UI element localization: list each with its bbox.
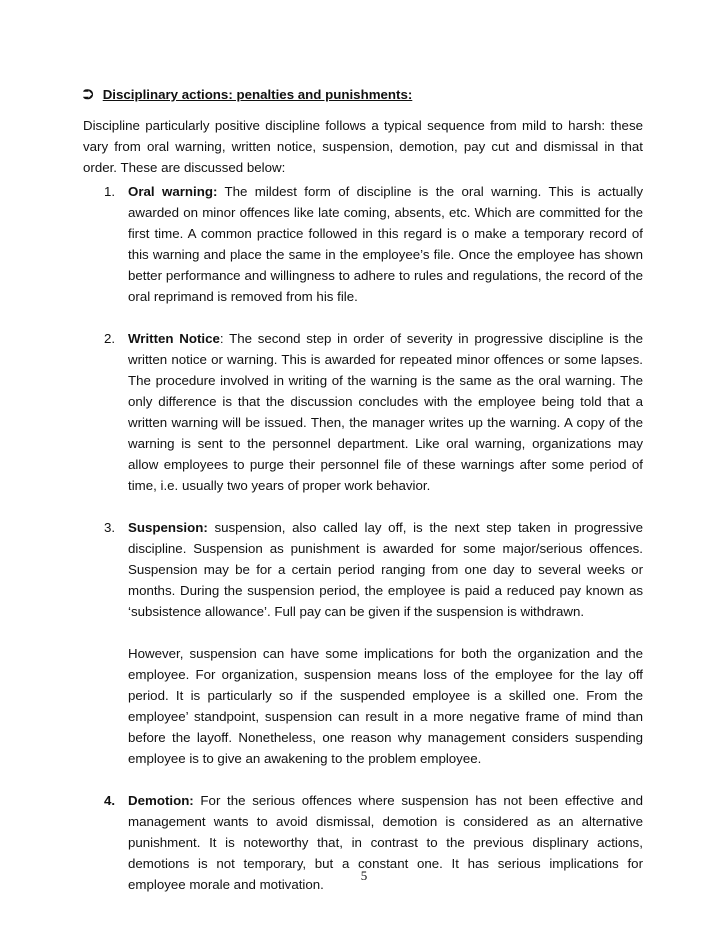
section-heading-text: Disciplinary actions: penalties and punishments: — [102, 87, 413, 102]
list-item-text: : The second step in order of severity in progressive discipline is the written notice or warning. This is awarded for repeated minor offences or some lapses. The procedure involved in writing of the warning is the same as the oral warning. The only difference is that the discussion concludes with the employee being told that a written warning will be issued. Then, the manager writes up the warning. A copy of the warning is sent to the personnel department. Like oral warning, organizations may allow employees to purge their personnel file of these warnings after some period of time, i.e. usually two years of proper work behavior. — [128, 331, 643, 493]
page-number: 5 — [360, 868, 368, 883]
list-item-oral-warning — [83, 181, 643, 307]
list-item-term: Written Notice — [128, 331, 220, 346]
discipline-list — [83, 181, 643, 916]
list-item-number: 3. — [104, 520, 116, 535]
list-item-number: 4. — [104, 793, 116, 808]
intro-paragraph: Discipline particularly positive discipline follows a typical sequence from mild to harsh: these vary from oral warning, written notice, suspension, demotion, pay cut and dismissal in that order. These are discussed below: — [83, 118, 643, 175]
list-item-text: For the serious offences where suspension has not been effective and management wants to avoid dismissal, demotion is considered as an alternative punishment. It is noteworthy that, in contrast to the previous displinary actions, demotions is not temporary, but a constant one. It has serious implications for employee morale and motivation. — [128, 793, 643, 892]
arrow-right-icon: ⮊ — [83, 87, 94, 102]
list-item-suspension — [83, 517, 643, 769]
list-item-extra-paragraph: However, suspension can have some implications for both the organization and the employee. For organization, suspension means loss of the employee for the lay off period. It is particularly so if the suspended employee is a skilled one. From the employee’ standpoint, suspension can result in a more negative frame of mind than before the layoff. Nonetheless, one reason why management considers suspending employee is to give an awakening to the problem employee. — [128, 646, 643, 766]
list-item-number: 2. — [104, 331, 116, 346]
list-item-paragraph — [128, 328, 643, 496]
list-item-text: suspension, also called lay off, is the next step taken in progressive discipline. Suspension as punishment is awarded for some major/serious offences. Suspension may be for a certain period ranging from one day to several weeks or months. During the suspension period, the employee is paid a reduced pay known as ‘subsistence allowance’. Full pay can be given if the suspension is withdrawn. — [128, 520, 643, 619]
list-item-text: The mildest form of discipline is the oral warning. This is actually awarded on minor offences like late coming, absents, etc. Which are committed for the first time. A common practice followed in this regard is o make a temporary record of this warning and place the same in the employee’s file. Once the employee has shown better performance and willingness to adhere to rules and regulations, the record of the oral reprimand is removed from his file. — [128, 184, 643, 304]
list-item-term: Suspension: — [128, 520, 208, 535]
list-item-term: Oral warning: — [128, 184, 218, 199]
section-heading — [83, 85, 643, 105]
list-item-paragraph — [128, 181, 643, 307]
list-item-number: 1. — [104, 184, 116, 199]
list-item-term: Demotion: — [128, 793, 194, 808]
list-item-written-notice — [83, 328, 643, 496]
list-item-paragraph — [128, 517, 643, 622]
